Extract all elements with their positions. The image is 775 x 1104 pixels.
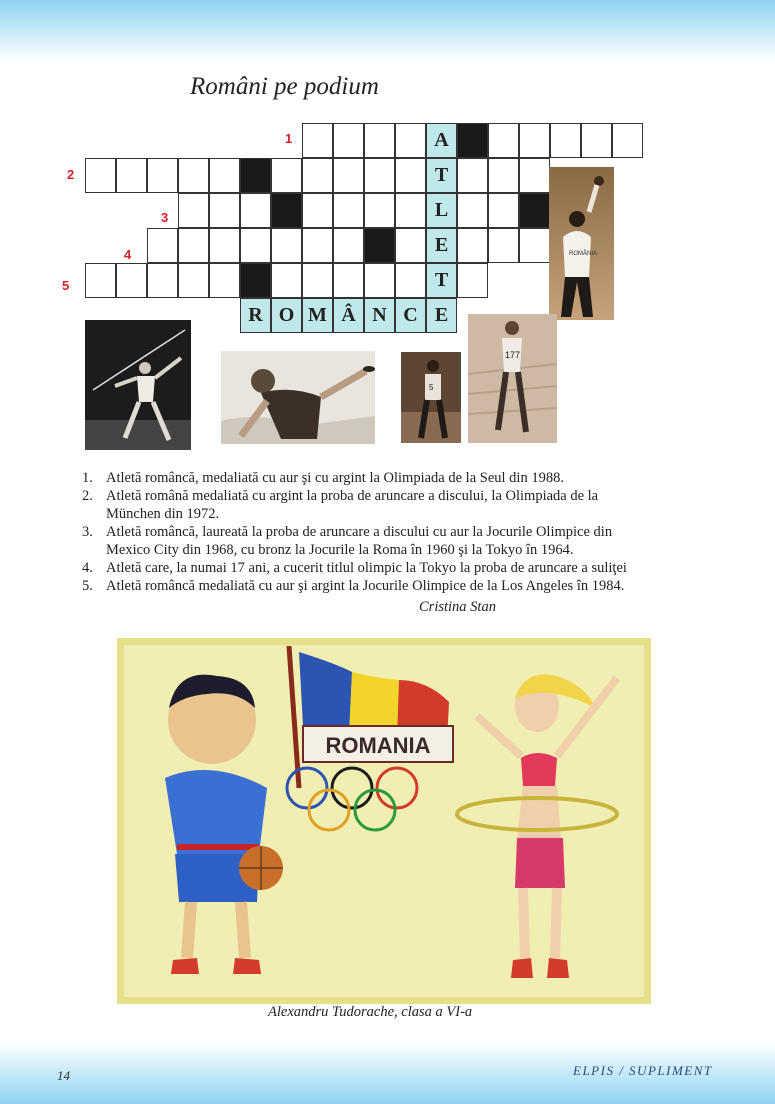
crossword-cell[interactable]: [116, 263, 147, 298]
crossword-cell[interactable]: [271, 158, 302, 193]
crossword-cell[interactable]: [178, 228, 209, 263]
crossword-cell[interactable]: [457, 193, 488, 228]
crossword-row-number: 4: [124, 247, 132, 262]
clue-item: 2. Atletă română medaliată cu argint la proba de aruncare a discului, la Olimpiada de la München din 1972.: [82, 488, 599, 522]
crossword-cell[interactable]: [395, 123, 426, 158]
crossword-cell[interactable]: [395, 263, 426, 298]
crossword-cell[interactable]: [240, 193, 271, 228]
crossword-cell[interactable]: [364, 123, 395, 158]
crossword-cell[interactable]: [395, 158, 426, 193]
crossword-cell[interactable]: [519, 228, 550, 263]
crossword-cell[interactable]: [457, 158, 488, 193]
crossword-row-number: 3: [161, 210, 169, 225]
runner-photo: [401, 352, 461, 443]
crossword-cell[interactable]: [519, 123, 550, 158]
crossword-cell[interactable]: [333, 263, 364, 298]
svg-text:ROMÂNIA: ROMÂNIA: [569, 251, 598, 257]
banner-text: ROMANIA: [325, 733, 431, 758]
crossword-key-cell[interactable]: A: [426, 123, 457, 158]
crossword-cell[interactable]: [333, 158, 364, 193]
crossword-cell[interactable]: [209, 228, 240, 263]
crossword-cell[interactable]: [178, 193, 209, 228]
clue-item: 5. Atletă româncă medaliată cu aur şi argint la Jocurile Olimpice de la Los Angeles în 1984.: [82, 578, 625, 594]
crossword-cell[interactable]: [457, 228, 488, 263]
crossword-cell[interactable]: [488, 193, 519, 228]
crossword-cell[interactable]: [147, 158, 178, 193]
crossword-cell[interactable]: [209, 263, 240, 298]
crossword-cell[interactable]: [457, 263, 488, 298]
crossword-answer-cell: O: [271, 298, 302, 333]
author-name: Cristina Stan: [419, 599, 496, 615]
crossword-cell[interactable]: [364, 158, 395, 193]
crossword-cell[interactable]: [209, 158, 240, 193]
crossword-row-number: 5: [62, 278, 70, 293]
crossword-answer-cell: C: [395, 298, 426, 333]
drawing-caption: Alexandru Tudorache, clasa a VI-a: [268, 1004, 473, 1020]
discus-thrower-photo: [221, 351, 375, 444]
crossword-cell[interactable]: [271, 263, 302, 298]
crossword-cell[interactable]: [488, 158, 519, 193]
crossword-row-number: 1: [285, 131, 293, 146]
crossword-cell[interactable]: [333, 123, 364, 158]
crossword-black-cell: [457, 123, 488, 158]
svg-text:177: 177: [505, 350, 521, 360]
crossword-cell[interactable]: [550, 123, 581, 158]
crossword-black-cell: [364, 228, 395, 263]
crossword-cell[interactable]: [302, 263, 333, 298]
crossword-key-cell[interactable]: L: [426, 193, 457, 228]
top-decorative-band: [0, 0, 775, 60]
crossword-cell[interactable]: [85, 263, 116, 298]
crossword-cell[interactable]: [333, 228, 364, 263]
crossword-key-cell[interactable]: T: [426, 158, 457, 193]
child-drawing: [117, 638, 651, 1004]
clue-item: 1. Atletă româncă, medaliată cu aur şi cu argint la Olimpiada de la Seul din 1988.: [82, 470, 564, 486]
crossword-cell[interactable]: [147, 228, 178, 263]
runner-2-photo: [468, 314, 557, 443]
crossword-answer-cell: R: [240, 298, 271, 333]
crossword-cell[interactable]: [147, 263, 178, 298]
crossword-black-cell: [271, 193, 302, 228]
crossword-answer-cell: E: [426, 298, 457, 333]
crossword-cell[interactable]: [302, 228, 333, 263]
crossword-cell[interactable]: [488, 228, 519, 263]
crossword-row-number: 2: [67, 167, 75, 182]
crossword-cell[interactable]: [240, 228, 271, 263]
crossword-answer-cell: N: [364, 298, 395, 333]
crossword-key-cell[interactable]: T: [426, 263, 457, 298]
crossword-cell[interactable]: [302, 123, 333, 158]
javelin-thrower-photo: [85, 320, 191, 450]
page-title: Români pe podium: [190, 73, 379, 100]
crossword-cell[interactable]: [519, 158, 550, 193]
crossword-black-cell: [240, 263, 271, 298]
crossword-cell[interactable]: [209, 193, 240, 228]
crossword-cell[interactable]: [581, 123, 612, 158]
crossword-cell[interactable]: [85, 158, 116, 193]
crossword-cell[interactable]: [395, 228, 426, 263]
crossword-cell[interactable]: [271, 228, 302, 263]
crossword-cell[interactable]: [488, 123, 519, 158]
crossword-cell[interactable]: [395, 193, 426, 228]
clues-list: [80, 469, 700, 595]
crossword-black-cell: [519, 193, 550, 228]
crossword-answer-cell: Â: [333, 298, 364, 333]
crossword-cell[interactable]: [178, 263, 209, 298]
crossword-cell[interactable]: [364, 193, 395, 228]
clue-item: 3. Atletă româncă, laureată la proba de aruncare a discului cu aur la Jocurile Olimpice din Mexico City din 1968, cu bronz la Jocurile la Roma în 1960 şi la Tokyo în 1964.: [82, 524, 613, 558]
crossword-cell[interactable]: [333, 193, 364, 228]
footer-label: ELPIS / SUPLIMENT: [573, 1063, 713, 1078]
page-number: 14: [57, 1068, 70, 1083]
crossword-cell[interactable]: [116, 158, 147, 193]
crossword-cell[interactable]: [178, 158, 209, 193]
discus-woman-photo: [549, 167, 614, 320]
svg-text:5: 5: [429, 383, 434, 392]
clue-item: 4. Atletă care, la numai 17 ani, a cucerit titlul olimpic la Tokyo la proba de aruncare a suliţei: [82, 560, 627, 576]
crossword-cell[interactable]: [302, 158, 333, 193]
crossword-cell[interactable]: [612, 123, 643, 158]
crossword-black-cell: [240, 158, 271, 193]
crossword-key-cell[interactable]: E: [426, 228, 457, 263]
crossword-cell[interactable]: [302, 193, 333, 228]
crossword-answer-cell: M: [302, 298, 333, 333]
crossword-cell[interactable]: [364, 263, 395, 298]
